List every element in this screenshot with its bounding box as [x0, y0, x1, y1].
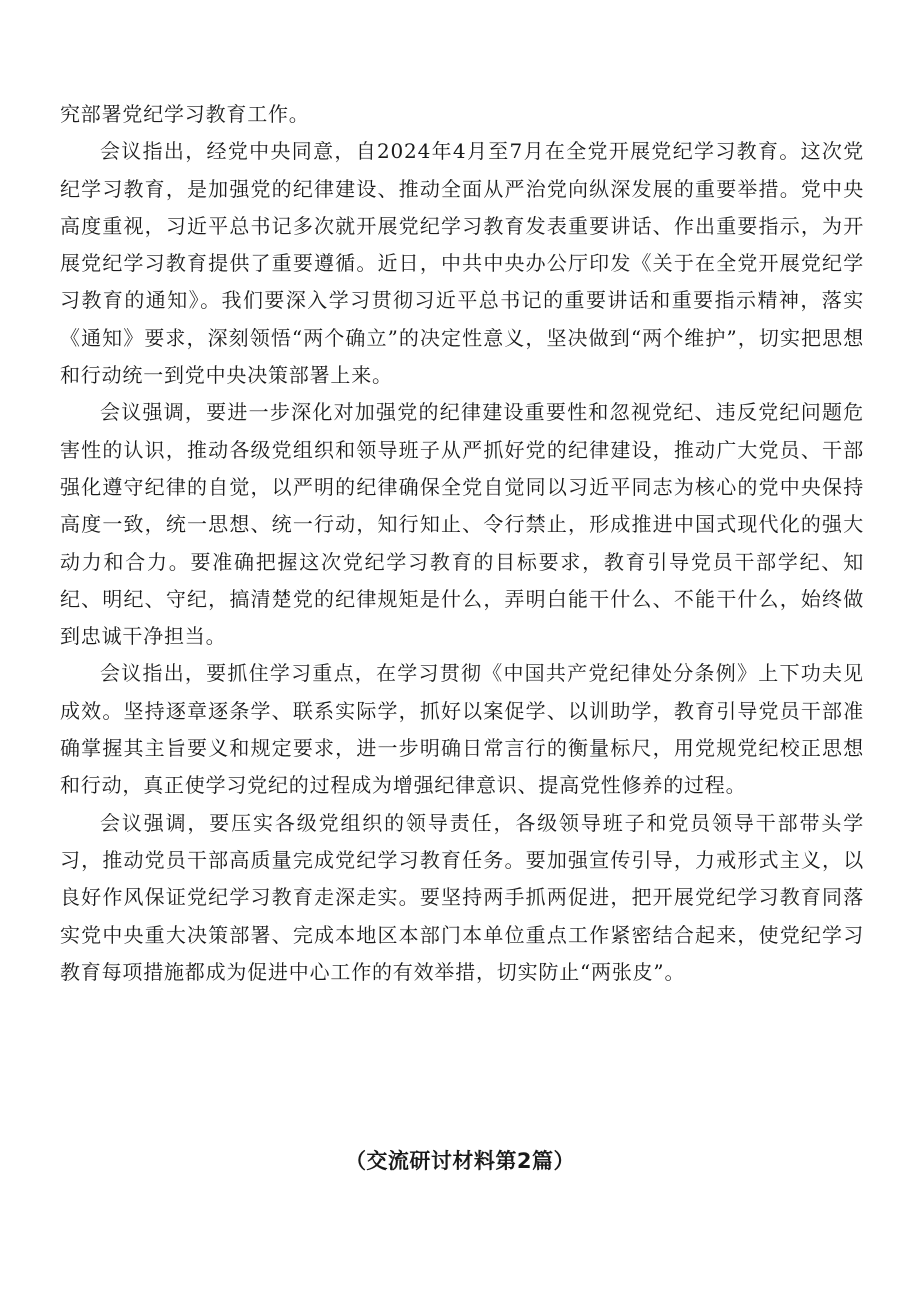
document-body: [60, 96, 864, 991]
section-heading: （交流研讨材料第2篇）: [344, 1149, 576, 1173]
paragraph-continuation: 究部署党纪学习教育工作。: [60, 102, 310, 126]
paragraph-meeting-pointed-out: 会议指出，经党中央同意，自2024年4月至7月在全党开展党纪学习教育。这次党纪学习教育，是加强党的纪律建设、推动全面从严治党向纵深发展的重要举措。党中央高度重视，习近平总书记多次就开展党纪学习教育发表重要讲话、作出重要指示，为开展党纪学习教育提供了重要遵循。近日，中共中央办公厅印发《关于在全党开展党纪学习教育的通知》。我们要深入学习贯彻习近平总书记的重要讲话和重要指示精神，落实《通知》要求，深刻领悟“两个确立”的决定性意义，坚决做到“两个维护”，切实把思想和行动统一到党中央决策部署上来。: [60, 139, 864, 388]
paragraph-study-focus: 会议指出，要抓住学习重点，在学习贯彻《中国共产党纪律处分条例》上下功夫见成效。坚持逐章逐条学、联系实际学，抓好以案促学、以训助学，教育引导党员干部准确掌握其主旨要义和规定要求，进一步明确日常言行的衡量标尺，用党规党纪校正思想和行动，真正使学习党纪的过程成为增强纪律意识、提高党性修养的过程。: [60, 661, 864, 798]
paragraph-meeting-emphasized: 会议强调，要进一步深化对加强党的纪律建设重要性和忽视党纪、违反党纪问题危害性的认识，推动各级党组织和领导班子从严抓好党的纪律建设，推动广大党员、干部强化遵守纪律的自觉，以严明的纪律确保全党自觉同以习近平同志为核心的党中央保持高度一致，统一思想、统一行动，知行知止、令行禁止，形成推进中国式现代化的强大动力和合力。要准确把握这次党纪学习教育的目标要求，教育引导党员干部学纪、知纪、明纪、守纪，搞清楚党的纪律规矩是什么，弄明白能干什么、不能干什么，始终做到忠诚干净担当。: [60, 400, 864, 649]
paragraph-leadership-responsibility: 会议强调，要压实各级党组织的领导责任，各级领导班子和党员领导干部带头学习，推动党员干部高质量完成党纪学习教育任务。要加强宣传引导，力戒形式主义，以良好作风保证党纪学习教育走深走实。要坚持两手抓两促进，把开展党纪学习教育同落实党中央重大决策部署、完成本地区本部门本单位重点工作紧密结合起来，使党纪学习教育每项措施都成为促进中心工作的有效举措，切实防止“两张皮”。: [60, 810, 864, 984]
